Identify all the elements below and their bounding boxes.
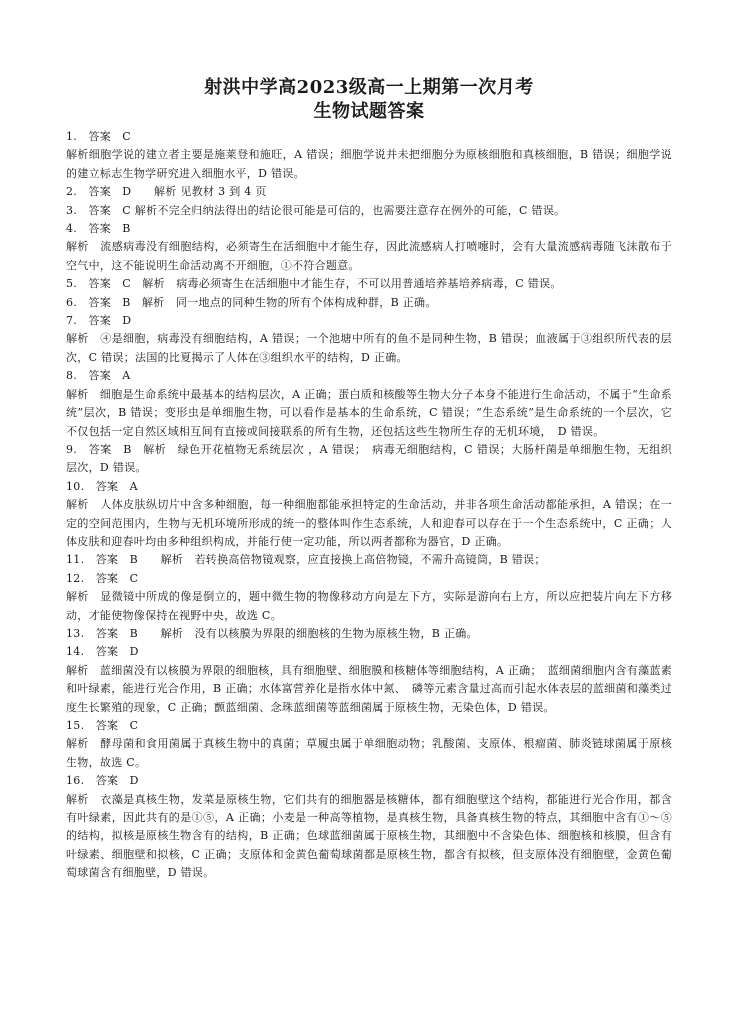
analysis-text: 解析 蓝细菌没有以核膜为界限的细胞核，具有细胞壁、细胞膜和核糖体等细胞结构，A 正确； 蓝细菌细胞内含有藻蓝素和叶绿素，能进行光合作用，B 正确；水体富营养化是指水体中氮、 磷等元素含量过高而引起水体表层的蓝细菌和藻类过度生长繁殖的现象，C 正确；颤蓝细菌、念珠蓝细菌等蓝细菌属于原核生物，无染色体，D 错误。	[66, 663, 672, 714]
answer-line: 15. 答案 C	[66, 719, 139, 732]
answer-line: 14. 答案 D	[66, 645, 139, 659]
page-subtitle: 生物试题答案	[313, 101, 425, 122]
answer-line: 13. 答案 B 解析 没有以核膜为界限的细胞核的生物为原核生物，B 正确。	[66, 626, 478, 640]
answer-line: 12. 答案 C	[66, 571, 139, 585]
answer-line: 6. 答案 B 解析 同一地点的同种生物的所有个体构成种群，B 正确。	[66, 295, 437, 309]
answer-line: 8. 答案 A	[66, 369, 131, 383]
answer-line: 7. 答案 D	[66, 314, 132, 328]
answer-line: 10. 答案 A	[66, 479, 138, 493]
analysis-text: 解析 ④是细胞，病毒没有细胞结构，A 错误；一个池塘中所有的鱼不是同种生物，B 错误；血液属于③组织所代表的层次，C 错误；法国的比夏揭示了人体在③组织水平的结构，D 正确。	[66, 332, 672, 364]
answer-page	[66, 0, 672, 883]
analysis-text: 解析 酵母菌和食用菌属于真核生物中的真菌；草履虫属于单细胞动物；乳酸菌、支原体、根瘤菌、肺炎链球菌属于原核生物，故选 C。	[66, 737, 672, 769]
analysis-text: 解析细胞学说的建立者主要是施莱登和施旺，A 错误；细胞学说并未把细胞分为原核细胞和真核细胞，B 错误；细胞学说的建立标志生物学研究进入细胞水平，D 错误。	[66, 148, 672, 180]
analysis-text: 解析 显微镜中所成的像是倒立的，题中微生物的物像移动方向是左下方，实际是游向右上方，所以应把装片向左下方移动，才能使物像保持在视野中央，故选 C。	[66, 590, 672, 622]
answer-line: 3. 答案 C 解析不完全归纳法得出的结论很可能是可信的，也需要注意存在例外的可能，C 错误。	[66, 203, 566, 217]
answer-line: 16. 答案 D	[66, 774, 139, 788]
answer-line: 4. 答案 B	[66, 222, 131, 236]
answer-line: 1. 答案 C	[66, 130, 132, 143]
answer-line: 11. 答案 B 解析 若转换高倍物镜观察，应直接换上高倍物镜，不需升高镜筒，B 错误；	[66, 553, 546, 567]
answer-line: 2. 答案 D 解析 见教材 3 到 4 页	[66, 185, 267, 199]
page-title: 射洪中学高2023级高一上期第一次月考	[204, 77, 534, 98]
analysis-text: 解析 衣藻是真核生物，发菜是原核生物，它们共有的细胞器是核糖体，都有细胞壁这个结构，都能进行光合作用，都含有叶绿素，因此共有的是①⑤，A 正确；小麦是一种高等植物，是真核生物，具备真核生物的特点，其细胞中含有①～⑤的结构，拟核是原核生物含有的结构，B 正确；色球蓝细菌属于原核生物，其细胞中不含染色体、细胞核和核膜，但含有叶绿素、细胞壁和拟核，C 正确；支原体和金黄色葡萄球菌都是原核生物，都含有拟核，但支原体没有细胞壁，金黄色葡萄球菌含有细胞壁，D 错误。	[66, 792, 672, 880]
analysis-text: 解析 细胞是生命系统中最基本的结构层次，A 正确；蛋白质和核酸等生物大分子本身不能进行生命活动，不属于“生命系统”层次，B 错误；变形虫是单细胞生物，可以看作是基本的生命系统，C 错误；“生态系统”是生命系统的一个层次，它不仅包括一定自然区域相互间有直接或间接联系的所有生物，还包括这些生物所生存的无机环境， D 错误。	[66, 387, 672, 438]
answer-line: 5. 答案 C 解析 病毒必须寄生在活细胞中才能生存，不可以用普通培养基培养病毒，C 错误。	[66, 277, 562, 291]
answer-list	[66, 128, 672, 883]
analysis-text: 解析 流感病毒没有细胞结构，必须寄生在活细胞中才能生存，因此流感病人打喷嚏时，会有大量流感病毒随飞沫散布于空气中，这不能说明生命活动离不开细胞，①不符合题意。	[66, 240, 672, 272]
answer-line: 9. 答案 B 解析 绿色开花植物无系统层次 ，A 错误； 病毒无细胞结构，C 错误；大肠杆菌是单细胞生物，无组织层次，D 错误。	[66, 442, 672, 475]
analysis-text: 解析 人体皮肤纵切片中含多种细胞，每一种细胞都能承担特定的生命活动，并非各项生命活动都能承担，A 错误；在一定的空间范围内，生物与无机环境所形成的统一的整体叫作生态系统，人和迎春可以存在于一个生态系统中，C 正确；人体皮肤和迎春叶均由多种组织构成，并能行使一定功能，所以两者都称为器官，D 正确。	[66, 498, 672, 548]
